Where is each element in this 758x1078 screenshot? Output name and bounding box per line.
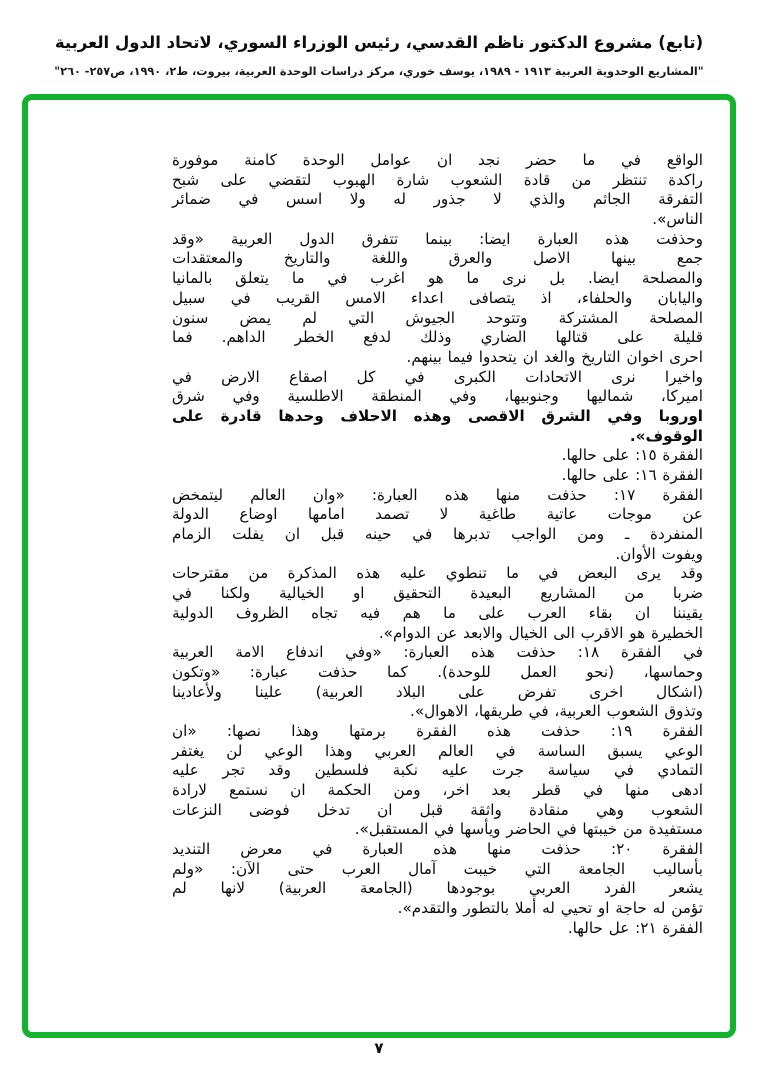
- text-line: واخيرا نرى الاتحادات الكبرى في كل اصقاع الارض في: [172, 367, 703, 386]
- text-line: (اشكال اخرى تفرض على البلاد العربية) علينا ولأعادينا: [172, 682, 703, 701]
- text-line: عن موجات عاتية طاغية لا تصمد امامها اوضاع الدولة: [172, 505, 703, 524]
- text-line: وتذوق الشعوب العربية، في طريقها، الاهوال».: [410, 702, 703, 721]
- text-line: يقيننا ان بقاء العرب على ما هم فيه تجاه الظروف الدولية: [172, 603, 703, 622]
- text-line: التفرقة الجاثم والذي لا جذور له ولا اسس في ضمائر: [172, 190, 703, 209]
- text-line: ضربا من المشاريع البعيدة التحقيق او الخيالية ولكنا في: [172, 584, 703, 603]
- text-line: التمادي في سياسة جرت عليه نكبة فلسطين وقد تجر عليه: [172, 761, 703, 780]
- text-line: اميركا، شماليها وجنوبيها، وفي المنطقة الاطلسية وفي شرق: [172, 387, 703, 406]
- text-line: الفقرة ٢٠: حذفت منها هذه العبارة في معرض التنديد: [172, 840, 703, 859]
- text-line: الفقرة ١٩: حذفت هذه الفقرة برمتها وهذا نصها: «ان: [172, 721, 703, 740]
- text-line: واليابان والحلفاء، اذ يتصافى اعداء الامس القريب في سبيل: [172, 288, 703, 307]
- text-line: الخطيرة هو الاقرب الى الخيال والابعد عن الدوام».: [378, 623, 703, 642]
- text-line: الواقع في ما حضر نجد ان عوامل الوحدة كامنة موفورة: [172, 151, 703, 169]
- text-line: تؤمن له حاجة او تحيي له أملا بالتطور والتقدم».: [397, 899, 703, 918]
- text-line: اوروبا وفي الشرق الاقصى وهذه الاحلاف وحدها قادرة على: [172, 406, 703, 425]
- text-line: الناس».: [652, 210, 703, 229]
- text-line: الفقرة ٢١: عل حالها.: [567, 918, 703, 937]
- text-line: ويفوت الأوان.: [615, 544, 703, 563]
- text-line: جمع بينها الاصل والعرق واللغة والتاريخ والمعتقدات: [172, 249, 703, 268]
- body-text: [172, 151, 703, 939]
- text-line: والمصلحة ايضا. بل نرى ما هو اغرب في ما يتعلق بالمانيا: [172, 269, 703, 288]
- text-line: وحذفت هذه العبارة ايضا: بينما تتفرق الدول العربية «وقد: [172, 229, 703, 248]
- text-line: مستفيدة من خيبتها في الحاضر ويأسها في المستقبل».: [354, 820, 703, 839]
- text-line: المنفردة ـ ومن الواجب تدبرها في حينه قبل ان يفلت الزمام: [172, 525, 703, 544]
- text-line: وقد يرى البعض في ما تنطوي عليه هذه المذكرة من مقترحات: [172, 564, 703, 583]
- text-line: احرى اخوان التاريخ والغد ان يتحدوا فيما بينهم.: [406, 347, 703, 366]
- text-line: الوعي يسبق الساسة في العالم العربي وهذا الوعي لن يغتفر: [172, 741, 703, 760]
- text-line: الفقرة ١٧: حذفت منها هذه العبارة: «وان العالم ليتمخض: [172, 485, 703, 504]
- text-line: راكدة تنتظر من قادة الشعوب شارة الهبوب لتقضي على شبح: [172, 170, 703, 189]
- document-title: (تابع) مشروع الدكتور ناظم القدسي، رئيس الوزراء السوري، لاتحاد الدول العربية: [54, 33, 704, 52]
- text-line: ادهى منها في قطر بعد اخر، ومن الحكمة ان نستمع لارادة: [172, 781, 703, 799]
- text-line: بأساليب الجامعة التي خيبت آمال العرب حتى الآن: «ولم: [172, 859, 703, 878]
- text-line: المصلحة المشتركة وتتوحد الجيوش التي لم يمض سنون: [172, 308, 703, 327]
- text-line: يشعر الفرد العربي بوجودها (الجامعة العربية) لانها لم: [172, 879, 703, 898]
- text-line: قليلة على قتالها الضاري وذلك لدفع الخطر الداهم. فما: [172, 328, 703, 347]
- text-line: الفقرة ١٥: على حالها.: [561, 446, 703, 465]
- text-line: في الفقرة ١٨: حذفت هذه العبارة: «وفي اندفاع الامة العربية: [172, 643, 703, 662]
- text-line: وحماسها، (نحو العمل للوحدة). كما حذفت عبارة: «وتكون: [172, 662, 703, 681]
- source-citation: "المشاريع الوحدوية العربية ١٩١٣ - ١٩٨٩، يوسف خوري، مركز دراسات الوحدة العربية، بيروت، ط٢، ١٩٩٠، ص٢٥٧- ٢٦٠": [54, 65, 704, 78]
- text-line: الفقرة ١٦: على حالها.: [561, 466, 703, 484]
- page-number: ٧: [374, 1039, 384, 1057]
- text-line: الوقوف».: [629, 426, 703, 445]
- text-line: الشعوب وهي منقادة واثقة قبل ان تدخل فوضى النزعات: [172, 800, 703, 819]
